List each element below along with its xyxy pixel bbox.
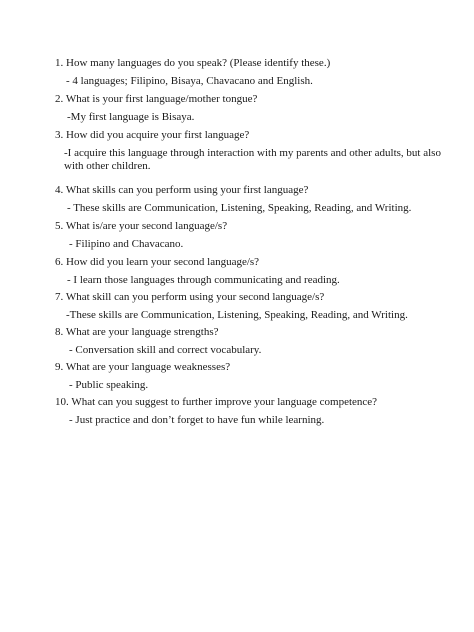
answer-7: -These skills are Communication, Listening, Speaking, Reading, and Writing. (66, 309, 408, 321)
question-1-text: How many languages do you speak? (Please identify these.) (66, 57, 331, 69)
question-10-number: 10. (55, 396, 69, 408)
question-2 (55, 93, 257, 106)
question-5-number: 5. (55, 220, 64, 232)
answer-1: - 4 languages; Filipino, Bisaya, Chavacano and English. (66, 75, 313, 87)
answer-2: -My first language is Bisaya. (67, 111, 195, 123)
question-8-text: What are your language strengths? (65, 326, 219, 338)
question-9-number: 9. (55, 361, 64, 373)
question-4-number: 4. (55, 184, 64, 196)
question-9 (55, 361, 230, 374)
answer-5: - Filipino and Chavacano. (69, 238, 184, 250)
answer-8: - Conversation skill and correct vocabulary. (69, 344, 262, 356)
question-7-number: 7. (55, 291, 64, 303)
question-1-number: 1. (55, 57, 64, 69)
question-10-text: What can you suggest to further improve your language competence? (71, 396, 378, 408)
question-8 (55, 326, 219, 339)
question-3-text: How did you acquire your first language? (66, 129, 250, 141)
question-9-text: What are your language weaknesses? (65, 361, 231, 373)
question-2-text: What is your first language/mother tongue? (65, 93, 258, 105)
question-1 (55, 57, 330, 70)
question-6 (55, 256, 259, 269)
question-3-number: 3. (55, 129, 64, 141)
question-4-text: What skills can you perform using your first language? (65, 184, 309, 196)
answer-3: -I acquire this language through interaction with my parents and other adults, but also with other children. (64, 147, 441, 172)
question-10 (55, 396, 377, 409)
question-7 (55, 291, 324, 304)
question-8-number: 8. (55, 326, 64, 338)
question-6-number: 6. (55, 256, 64, 268)
answer-6: - I learn those languages through communicating and reading. (67, 274, 340, 286)
question-6-text: How did you learn your second language/s? (66, 256, 260, 268)
question-7-text: What skill can you perform using your second language/s? (65, 291, 325, 303)
question-3 (55, 129, 249, 142)
answer-4: - These skills are Communication, Listening, Speaking, Reading, and Writing. (67, 202, 412, 214)
question-4 (55, 184, 308, 197)
answer-10: - Just practice and don’t forget to have fun while learning. (69, 414, 325, 426)
question-5 (55, 220, 227, 233)
question-5-text: What is/are your second language/s? (65, 220, 228, 232)
question-2-number: 2. (55, 93, 64, 105)
answer-9: - Public speaking. (69, 379, 149, 391)
